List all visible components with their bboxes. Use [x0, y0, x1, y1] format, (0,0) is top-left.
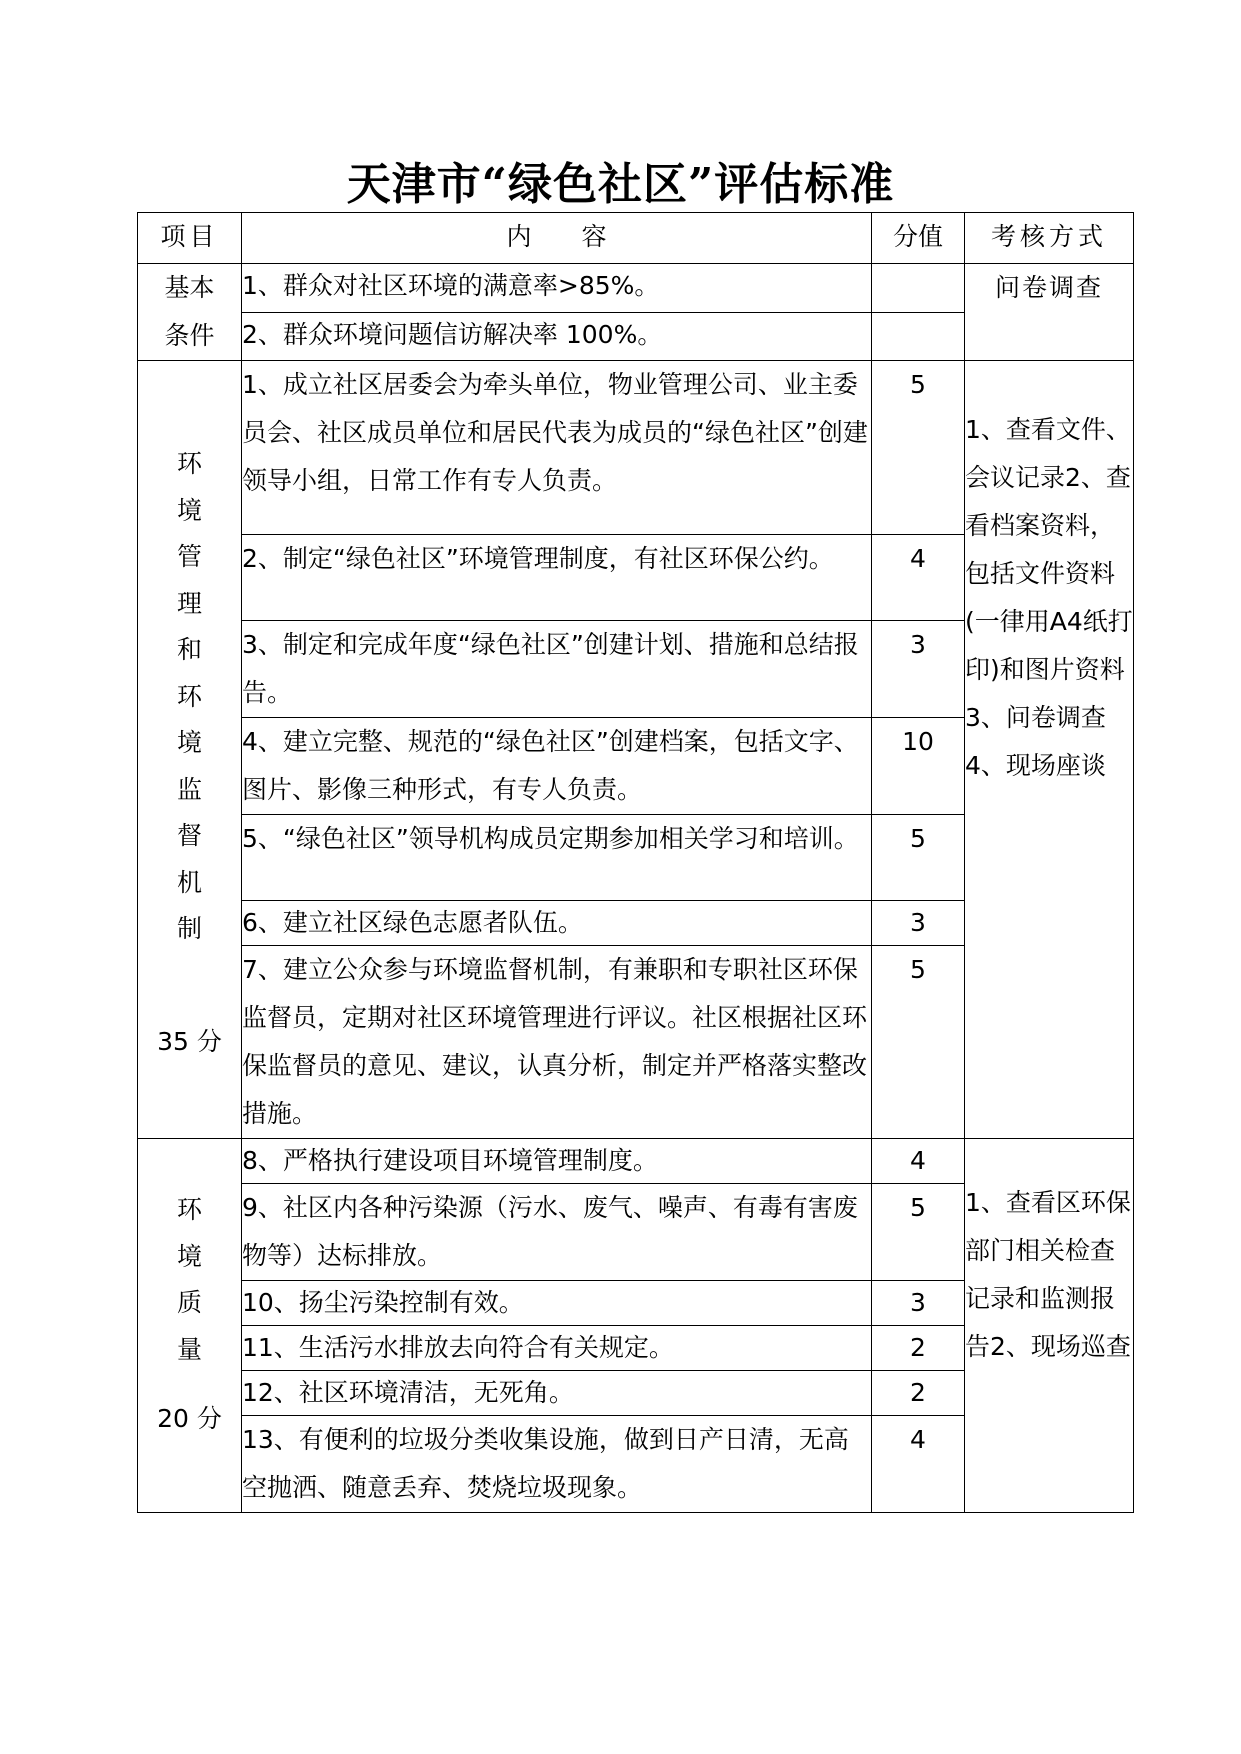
project-char: 环 [176, 1195, 202, 1224]
content-cell: 2、制定“绿色社区”环境管理制度，有社区环保公约。 [242, 535, 872, 621]
score-cell: 5 [872, 946, 965, 1139]
project-char: 境 [176, 1241, 202, 1271]
table-row [138, 264, 1134, 313]
content-cell: 8、严格执行建设项目环境管理制度。 [242, 1139, 872, 1184]
table-header-row [138, 213, 1134, 264]
score-cell [872, 312, 965, 361]
header-method: 考核方式 [965, 213, 1134, 264]
page-title: 天津市“绿色社区”评估标准 [346, 159, 895, 210]
project-char: 和 [176, 635, 202, 664]
content-cell: 13、有便利的垃圾分类收集设施，做到日产日清，无高空抛洒、随意丢弃、焚烧垃圾现象。 [242, 1416, 872, 1513]
table-row [138, 361, 1134, 535]
project-char: 质 [176, 1288, 202, 1317]
project-char: 管 [176, 542, 202, 571]
method-management: 1、查看文件、会议记录2、查看档案资料，包括文件资料(一律用A4纸打印)和图片资料3、问卷调查4、现场座谈 [965, 361, 1134, 1139]
header-project: 项目 [138, 213, 242, 264]
evaluation-standard-table [137, 212, 1134, 1513]
content-cell: 7、建立公众参与环境监督机制，有兼职和专职社区环保监督员，定期对社区环境管理进行评议。社区根据社区环保监督员的意见、建议，认真分析，制定并严格落实整改措施。 [242, 946, 872, 1139]
score-cell: 3 [872, 901, 965, 946]
project-char: 境 [176, 728, 202, 757]
score-cell: 4 [872, 535, 965, 621]
content-cell: 2、群众环境问题信访解决率 100%。 [242, 312, 872, 361]
project-basic: 基本 条件 [138, 264, 242, 361]
project-quality-score: 20 分 [157, 1404, 222, 1433]
content-cell: 1、群众对社区环境的满意率>85%。 [242, 264, 872, 313]
project-char: 监 [176, 774, 202, 804]
project-char: 境 [176, 495, 202, 525]
score-cell [872, 264, 965, 313]
project-char: 环 [176, 449, 202, 478]
content-cell: 9、社区内各种污染源（污水、废气、噪声、有毒有害废物等）达标排放。 [242, 1184, 872, 1281]
content-cell: 4、建立完整、规范的“绿色社区”创建档案，包括文字、图片、影像三种形式，有专人负责。 [242, 718, 872, 815]
content-cell: 6、建立社区绿色志愿者队伍。 [242, 901, 872, 946]
project-management [138, 361, 242, 1139]
content-cell: 11、生活污水排放去向符合有关规定。 [242, 1326, 872, 1371]
header-score: 分值 [872, 213, 965, 264]
score-cell: 2 [872, 1326, 965, 1371]
score-cell: 4 [872, 1139, 965, 1184]
method-quality: 1、查看区环保部门相关检查记录和监测报告2、现场巡查 [965, 1139, 1134, 1513]
score-cell: 3 [872, 1281, 965, 1326]
content-cell: 5、“绿色社区”领导机构成员定期参加相关学习和培训。 [242, 815, 872, 901]
score-cell: 10 [872, 718, 965, 815]
project-management-score: 35 分 [157, 1027, 222, 1056]
content-cell: 3、制定和完成年度“绿色社区”创建计划、措施和总结报告。 [242, 621, 872, 718]
project-char: 理 [176, 588, 202, 618]
method-basic: 问卷调查 [965, 264, 1134, 361]
content-cell: 10、扬尘污染控制有效。 [242, 1281, 872, 1326]
score-cell: 5 [872, 361, 965, 535]
project-char: 量 [176, 1334, 202, 1364]
project-char: 督 [176, 821, 202, 850]
project-char: 机 [176, 867, 202, 897]
score-cell: 5 [872, 1184, 965, 1281]
score-cell: 2 [872, 1371, 965, 1416]
table-row [138, 1139, 1134, 1184]
header-content: 内 容 [242, 213, 872, 264]
content-cell: 12、社区环境清洁，无死角。 [242, 1371, 872, 1416]
project-quality [138, 1139, 242, 1513]
score-cell: 5 [872, 815, 965, 901]
score-cell: 4 [872, 1416, 965, 1513]
score-cell: 3 [872, 621, 965, 718]
content-cell: 1、成立社区居委会为牵头单位，物业管理公司、业主委员会、社区成员单位和居民代表为成员的“绿色社区”创建领导小组，日常工作有专人负责。 [242, 361, 872, 535]
project-char: 制 [176, 914, 202, 943]
project-char: 环 [176, 681, 202, 711]
